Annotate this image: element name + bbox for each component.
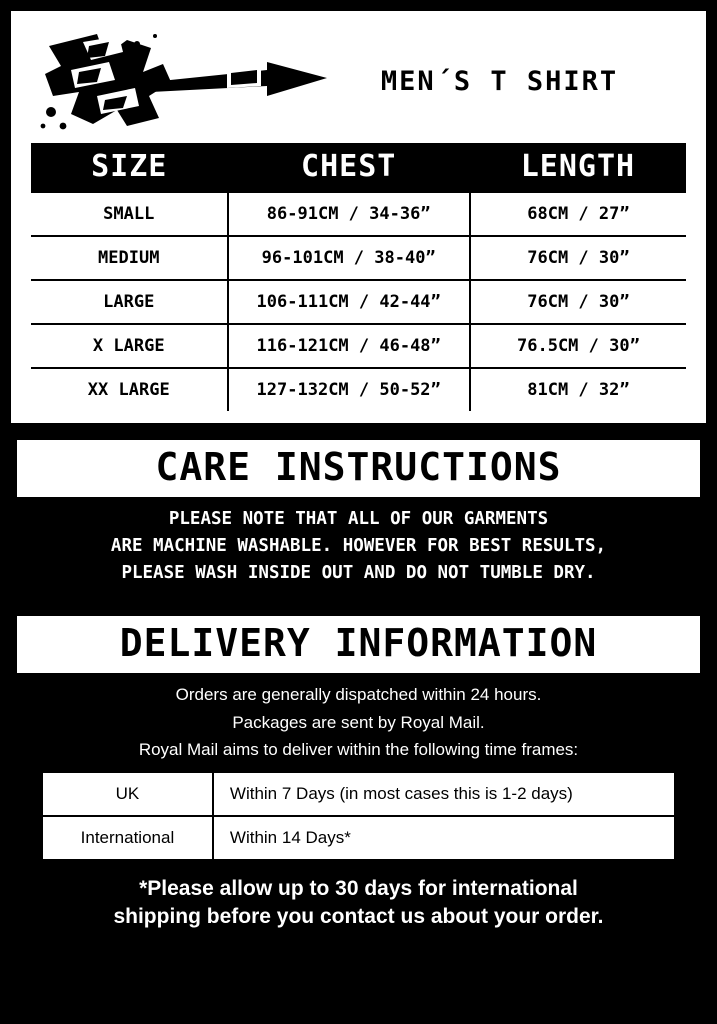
care-instructions-body xyxy=(17,497,700,589)
delivery-line: Royal Mail aims to deliver within the following time frames: xyxy=(138,740,579,760)
length-cell: 76CM / 30” xyxy=(470,280,686,324)
care-instructions-heading: CARE INSTRUCTIONS xyxy=(17,440,700,497)
size-cell: SMALL xyxy=(31,193,228,236)
table-row xyxy=(31,368,686,411)
product-title: MEN´S T SHIRT xyxy=(380,65,619,97)
table-row xyxy=(31,324,686,368)
delivery-region-cell: UK xyxy=(42,772,213,816)
chest-cell: 86-91CM / 34-36” xyxy=(228,193,470,236)
size-cell: X LARGE xyxy=(31,324,228,368)
length-column-header: LENGTH xyxy=(470,143,686,193)
chest-column-header: CHEST xyxy=(228,143,470,193)
note-line: *Please allow up to 30 days for international xyxy=(139,876,578,900)
international-shipping-note xyxy=(17,861,700,932)
delivery-region-cell: International xyxy=(42,816,213,860)
size-column-header: SIZE xyxy=(31,143,228,193)
table-row xyxy=(31,193,686,236)
care-line: ARE MACHINE WASHABLE. HOWEVER FOR BEST RESULTS, xyxy=(110,536,607,557)
size-cell: MEDIUM xyxy=(31,236,228,280)
table-row xyxy=(42,816,675,860)
delivery-line: Packages are sent by Royal Mail. xyxy=(232,712,485,732)
length-cell: 76.5CM / 30” xyxy=(470,324,686,368)
chest-cell: 96-101CM / 38-40” xyxy=(228,236,470,280)
table-row xyxy=(42,772,675,816)
brand-header xyxy=(31,21,686,141)
care-line: PLEASE WASH INSIDE OUT AND DO NOT TUMBLE DRY. xyxy=(121,563,596,584)
size-cell: LARGE xyxy=(31,280,228,324)
size-table xyxy=(31,143,686,411)
table-row xyxy=(31,280,686,324)
length-cell: 81CM / 32” xyxy=(527,380,630,400)
care-line: PLEASE NOTE THAT ALL OF OUR GARMENTS xyxy=(168,509,549,529)
delivery-information-panel xyxy=(10,609,707,1014)
chest-cell: 116-121CM / 46-48” xyxy=(228,324,470,368)
size-chart-panel xyxy=(10,10,707,424)
delivery-term-cell: Within 7 Days (in most cases this is 1-2 days) xyxy=(213,772,675,816)
size-table-header-row xyxy=(31,143,686,193)
length-cell: 68CM / 27” xyxy=(470,193,686,236)
delivery-line: Orders are generally dispatched within 24 hours. xyxy=(175,685,542,705)
graffiti-arrow-logo-icon xyxy=(31,26,331,136)
chest-cell: 127-132CM / 50-52” xyxy=(228,368,470,411)
chest-cell: 106-111CM / 42-44” xyxy=(228,280,470,324)
delivery-intro-text xyxy=(17,673,700,771)
delivery-table xyxy=(41,771,676,861)
length-cell: 76CM / 30” xyxy=(470,236,686,280)
care-instructions-panel xyxy=(10,433,707,600)
delivery-information-heading: DELIVERY INFORMATION xyxy=(17,616,700,673)
size-cell: XX LARGE xyxy=(31,368,228,411)
delivery-table-wrapper xyxy=(17,771,700,861)
table-row xyxy=(31,236,686,280)
delivery-term-cell: Within 14 Days* xyxy=(213,816,675,860)
note-line: shipping before you contact us about your order. xyxy=(113,904,604,928)
